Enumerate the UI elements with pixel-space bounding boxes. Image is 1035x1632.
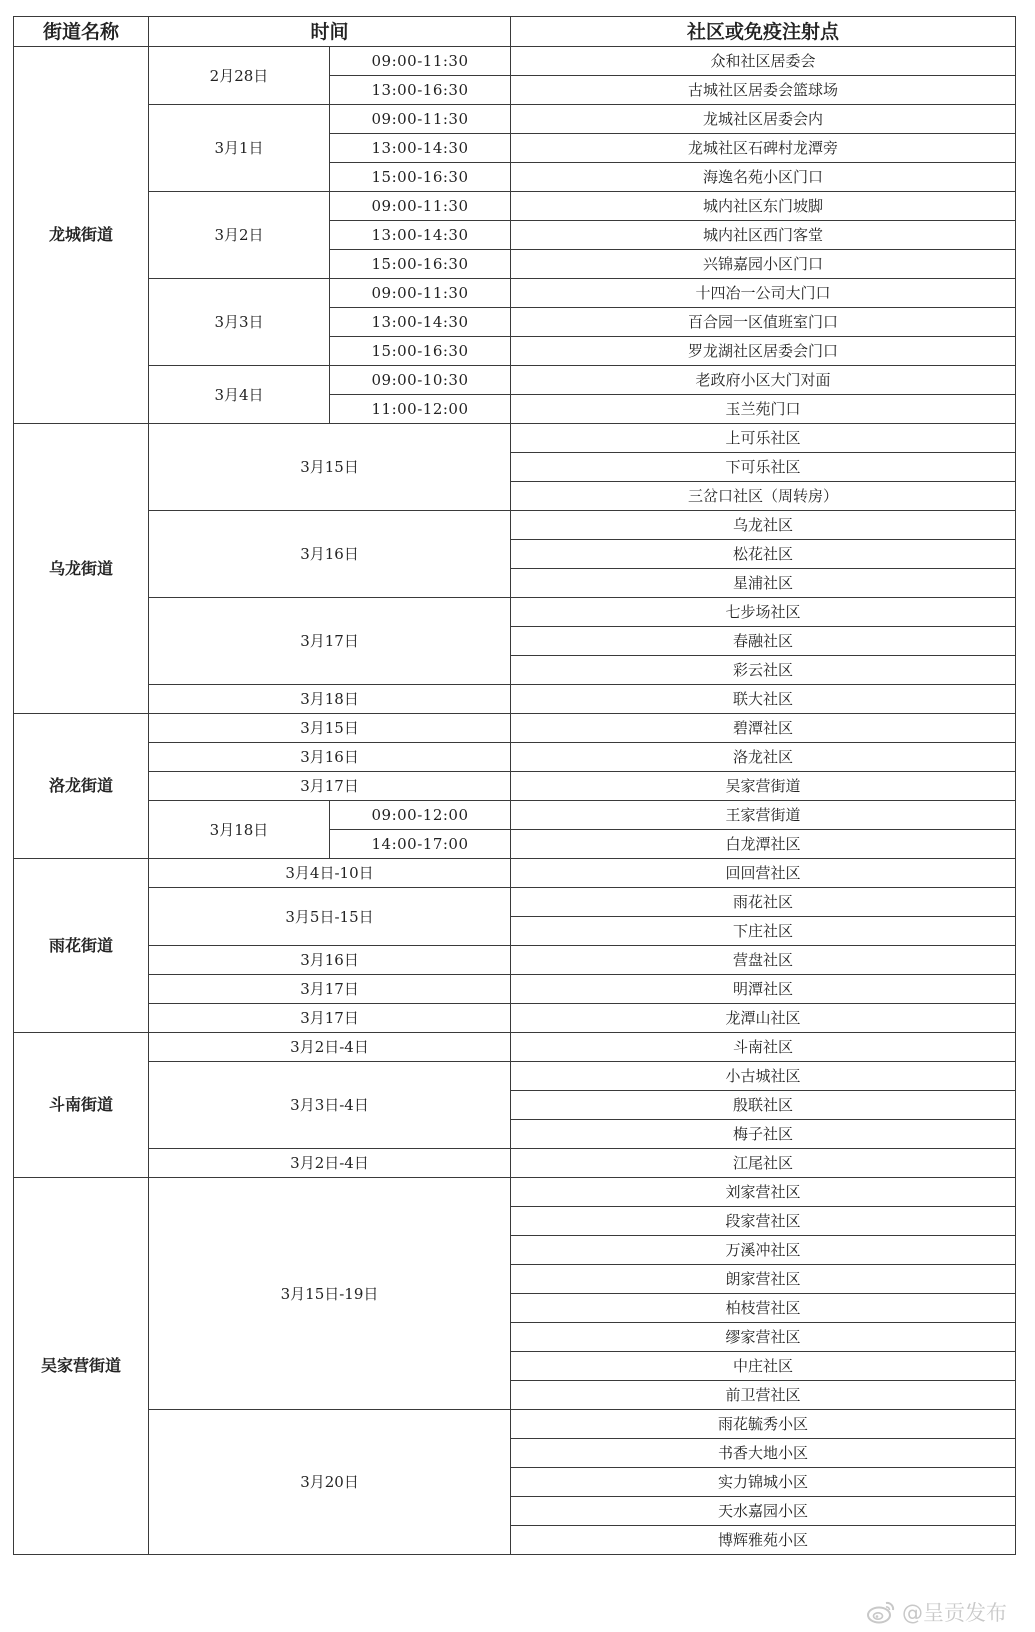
- site-cell: 梅子社区: [511, 1120, 1016, 1149]
- date-cell: 3月3日: [149, 279, 330, 366]
- site-cell: 万溪冲社区: [511, 1236, 1016, 1265]
- date-cell: 3月3日-4日: [149, 1062, 511, 1149]
- date-cell: 3月17日: [149, 772, 511, 801]
- site-cell: 雨花社区: [511, 888, 1016, 917]
- weibo-watermark: [866, 1597, 1007, 1627]
- date-cell: 3月17日: [149, 1004, 511, 1033]
- table-row: [14, 1033, 1016, 1062]
- table-row: [14, 424, 1016, 453]
- table-header-row: [14, 17, 1016, 47]
- site-cell: 百合园一区值班室门口: [511, 308, 1016, 337]
- street-name-cell: 吴家营街道: [14, 1178, 149, 1555]
- site-cell: 刘家营社区: [511, 1178, 1016, 1207]
- date-cell: 3月4日-10日: [149, 859, 511, 888]
- table-row: [14, 888, 1016, 917]
- site-cell: 白龙潭社区: [511, 830, 1016, 859]
- header-street-name: 街道名称: [14, 17, 149, 47]
- table-row: [14, 714, 1016, 743]
- date-cell: 3月1日: [149, 105, 330, 192]
- site-cell: 中庄社区: [511, 1352, 1016, 1381]
- header-community-site: 社区或免疫注射点: [511, 17, 1016, 47]
- watermark-text: @呈贡发布: [902, 1601, 1007, 1625]
- site-cell: 小古城社区: [511, 1062, 1016, 1091]
- time-slot-cell: 09:00-11:30: [330, 47, 511, 76]
- time-slot-cell: 14:00-17:00: [330, 830, 511, 859]
- street-name-cell: 洛龙街道: [14, 714, 149, 859]
- time-slot-cell: 15:00-16:30: [330, 250, 511, 279]
- time-slot-cell: 13:00-14:30: [330, 221, 511, 250]
- date-cell: 2月28日: [149, 47, 330, 105]
- site-cell: 柏枝营社区: [511, 1294, 1016, 1323]
- site-cell: 书香大地小区: [511, 1439, 1016, 1468]
- table-row: [14, 598, 1016, 627]
- date-cell: 3月17日: [149, 598, 511, 685]
- site-cell: 吴家营街道: [511, 772, 1016, 801]
- date-cell: 3月15日: [149, 714, 511, 743]
- site-cell: 碧潭社区: [511, 714, 1016, 743]
- site-cell: 下可乐社区: [511, 453, 1016, 482]
- site-cell: 星浦社区: [511, 569, 1016, 598]
- time-slot-cell: 09:00-12:00: [330, 801, 511, 830]
- vaccination-schedule-table: [13, 16, 1016, 1555]
- table-row: [14, 743, 1016, 772]
- site-cell: 十四冶一公司大门口: [511, 279, 1016, 308]
- table-row: [14, 1004, 1016, 1033]
- date-cell: 3月16日: [149, 743, 511, 772]
- time-slot-cell: 09:00-11:30: [330, 279, 511, 308]
- site-cell: 古城社区居委会篮球场: [511, 76, 1016, 105]
- site-cell: 上可乐社区: [511, 424, 1016, 453]
- date-cell: 3月17日: [149, 975, 511, 1004]
- time-slot-cell: 15:00-16:30: [330, 337, 511, 366]
- date-cell: 3月15日-19日: [149, 1178, 511, 1410]
- site-cell: 玉兰苑门口: [511, 395, 1016, 424]
- date-cell: 3月2日: [149, 192, 330, 279]
- site-cell: 春融社区: [511, 627, 1016, 656]
- time-slot-cell: 09:00-11:30: [330, 192, 511, 221]
- weibo-logo-icon: [866, 1600, 896, 1624]
- site-cell: 兴锦嘉园小区门口: [511, 250, 1016, 279]
- table-row: [14, 685, 1016, 714]
- date-cell: 3月5日-15日: [149, 888, 511, 946]
- time-slot-cell: 09:00-11:30: [330, 105, 511, 134]
- date-cell: 3月16日: [149, 946, 511, 975]
- site-cell: 雨花毓秀小区: [511, 1410, 1016, 1439]
- table-row: [14, 511, 1016, 540]
- site-cell: 缪家营社区: [511, 1323, 1016, 1352]
- time-slot-cell: 13:00-16:30: [330, 76, 511, 105]
- table-row: [14, 47, 1016, 76]
- site-cell: 老政府小区大门对面: [511, 366, 1016, 395]
- date-cell: 3月15日: [149, 424, 511, 511]
- date-cell: 3月20日: [149, 1410, 511, 1555]
- site-cell: 实力锦城小区: [511, 1468, 1016, 1497]
- site-cell: 联大社区: [511, 685, 1016, 714]
- site-cell: 罗龙湖社区居委会门口: [511, 337, 1016, 366]
- site-cell: 殷联社区: [511, 1091, 1016, 1120]
- table-row: [14, 105, 1016, 134]
- site-cell: 斗南社区: [511, 1033, 1016, 1062]
- site-cell: 城内社区西门客堂: [511, 221, 1016, 250]
- site-cell: 松花社区: [511, 540, 1016, 569]
- site-cell: 江尾社区: [511, 1149, 1016, 1178]
- time-slot-cell: 13:00-14:30: [330, 308, 511, 337]
- site-cell: 营盘社区: [511, 946, 1016, 975]
- table-row: [14, 1410, 1016, 1439]
- street-name-cell: 龙城街道: [14, 47, 149, 424]
- site-cell: 三岔口社区（周转房）: [511, 482, 1016, 511]
- time-slot-cell: 11:00-12:00: [330, 395, 511, 424]
- site-cell: 段家营社区: [511, 1207, 1016, 1236]
- time-slot-cell: 13:00-14:30: [330, 134, 511, 163]
- table-row: [14, 366, 1016, 395]
- date-cell: 3月2日-4日: [149, 1033, 511, 1062]
- date-cell: 3月4日: [149, 366, 330, 424]
- site-cell: 天水嘉园小区: [511, 1497, 1016, 1526]
- table-row: [14, 946, 1016, 975]
- site-cell: 七步场社区: [511, 598, 1016, 627]
- site-cell: 博辉雅苑小区: [511, 1526, 1016, 1555]
- site-cell: 众和社区居委会: [511, 47, 1016, 76]
- table-row: [14, 801, 1016, 830]
- street-name-cell: 斗南街道: [14, 1033, 149, 1178]
- time-slot-cell: 09:00-10:30: [330, 366, 511, 395]
- table-row: [14, 975, 1016, 1004]
- site-cell: 龙城社区居委会内: [511, 105, 1016, 134]
- time-slot-cell: 15:00-16:30: [330, 163, 511, 192]
- header-time: 时间: [149, 17, 511, 47]
- table-row: [14, 192, 1016, 221]
- table-row: [14, 1062, 1016, 1091]
- table-row: [14, 279, 1016, 308]
- site-cell: 龙城社区石碑村龙潭旁: [511, 134, 1016, 163]
- site-cell: 回回营社区: [511, 859, 1016, 888]
- date-cell: 3月18日: [149, 801, 330, 859]
- site-cell: 朗家营社区: [511, 1265, 1016, 1294]
- site-cell: 海逸名苑小区门口: [511, 163, 1016, 192]
- date-cell: 3月18日: [149, 685, 511, 714]
- site-cell: 洛龙社区: [511, 743, 1016, 772]
- street-name-cell: 乌龙街道: [14, 424, 149, 714]
- table-row: [14, 1149, 1016, 1178]
- site-cell: 王家营街道: [511, 801, 1016, 830]
- site-cell: 前卫营社区: [511, 1381, 1016, 1410]
- site-cell: 城内社区东门坡脚: [511, 192, 1016, 221]
- table-row: [14, 772, 1016, 801]
- site-cell: 彩云社区: [511, 656, 1016, 685]
- date-cell: 3月2日-4日: [149, 1149, 511, 1178]
- table-row: [14, 859, 1016, 888]
- site-cell: 明潭社区: [511, 975, 1016, 1004]
- site-cell: 乌龙社区: [511, 511, 1016, 540]
- date-cell: 3月16日: [149, 511, 511, 598]
- table-row: [14, 1178, 1016, 1207]
- site-cell: 下庄社区: [511, 917, 1016, 946]
- street-name-cell: 雨花街道: [14, 859, 149, 1033]
- site-cell: 龙潭山社区: [511, 1004, 1016, 1033]
